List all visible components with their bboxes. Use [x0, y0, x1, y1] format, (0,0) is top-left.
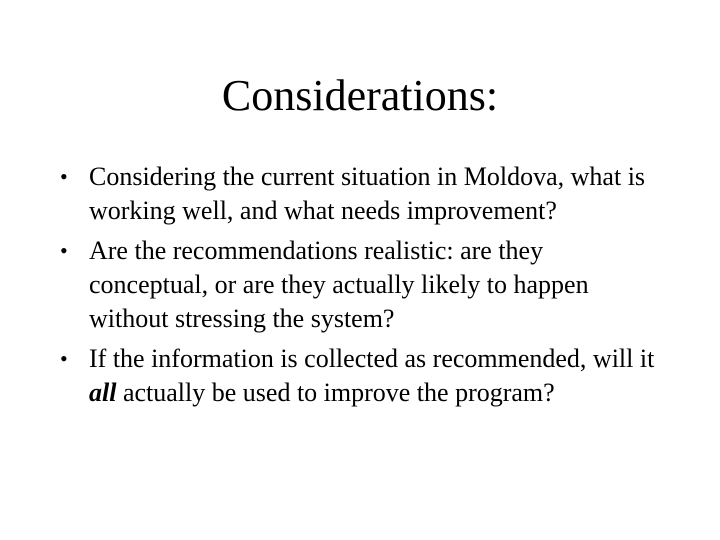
bullet-icon: •	[60, 238, 68, 263]
bullet-text-end: actually be used to improve the program?	[116, 378, 555, 407]
bullet-emphasis: all	[89, 378, 117, 407]
bullet-icon: •	[60, 346, 68, 371]
bullet-text-start: If the information is collected as recommended, will it	[89, 344, 655, 373]
bullet-text: Are the recommendations realistic: are they conceptual, or are they actually likely to happen without stressing the system?	[89, 236, 589, 333]
bullet-item-recommendations	[58, 234, 658, 336]
bullet-item-current-situation	[58, 160, 658, 228]
bullet-text: Considering the current situation in Moldova, what is working well, and what needs improvement?	[89, 162, 646, 225]
bullet-icon: •	[60, 164, 68, 189]
slide-title: Considerations:	[221, 71, 499, 120]
bullet-item-information-use	[58, 342, 658, 410]
bullet-list	[58, 160, 658, 416]
